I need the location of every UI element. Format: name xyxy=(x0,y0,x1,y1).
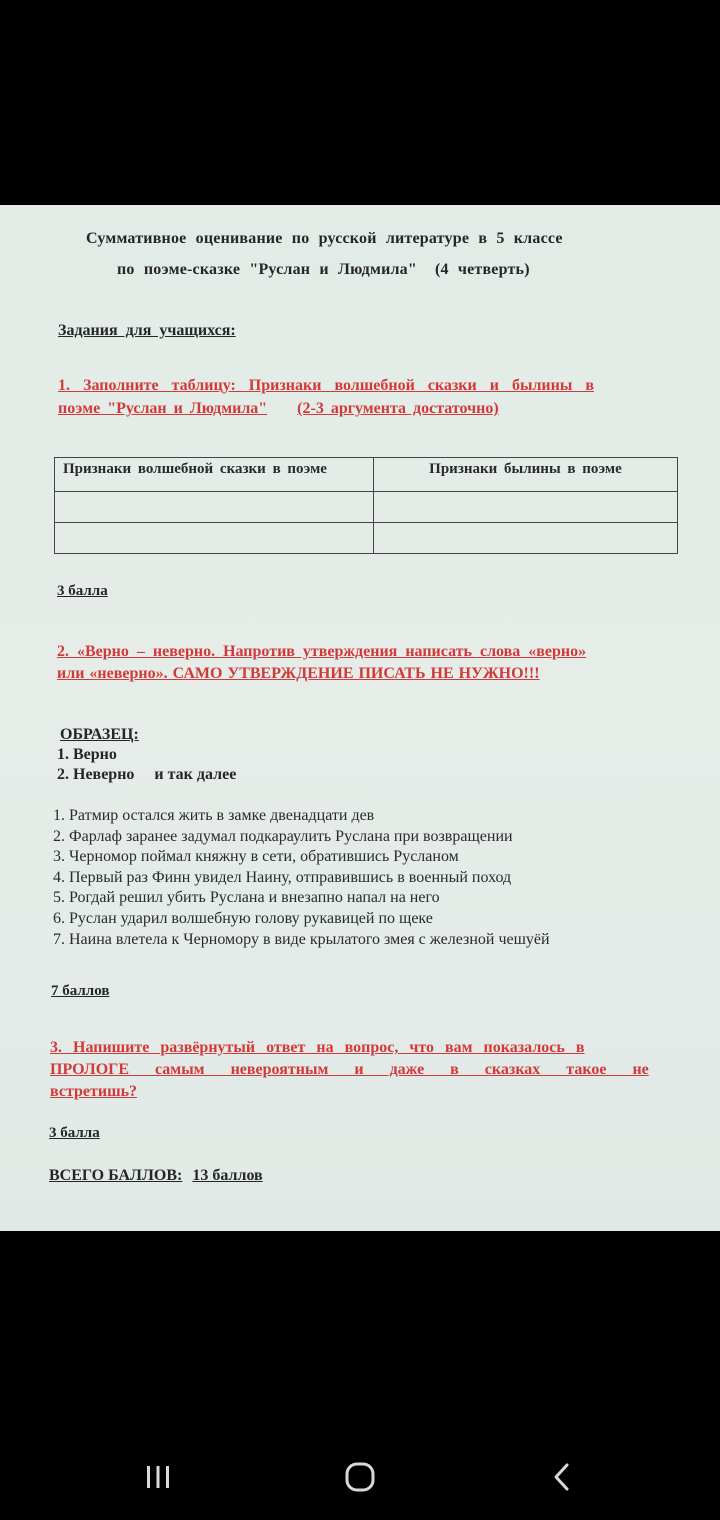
task1-poem-name: поэме "Руслан и Людмила" xyxy=(58,400,268,417)
list-item: 7. Наина влетела к Черномору в виде крылатого змея с железной чешуёй xyxy=(53,930,550,948)
table-cell xyxy=(374,523,678,554)
title-quarter: (4 четверть) xyxy=(434,261,530,278)
table-header-row xyxy=(55,458,678,492)
home-button[interactable] xyxy=(340,1458,380,1498)
document-photo xyxy=(0,205,720,1231)
title-subject: по поэме-сказке "Руслан и Людмила" xyxy=(117,261,417,278)
task3-text-line-3: встретишь? xyxy=(50,1083,138,1100)
task1-note: (2-3 аргумента достаточно) xyxy=(297,400,499,417)
recent-apps-icon xyxy=(138,1458,178,1498)
sample-etc: и так далее xyxy=(154,766,237,783)
total-label: ВСЕГО БАЛЛОВ: xyxy=(49,1167,183,1184)
task2-text-line-2: или «неверно». САМО УТВЕРЖДЕНИЕ ПИСАТЬ НЕ НУЖНО!!! xyxy=(57,665,540,682)
table-cell xyxy=(374,492,678,523)
total-value: 13 баллов xyxy=(192,1167,263,1184)
home-icon xyxy=(340,1458,380,1498)
table-header-fairy-tale: Признаки волшебной сказки в поэме xyxy=(55,458,374,492)
task3-text-line-1: 3. Напишите развёрнутый ответ на вопрос, что вам показалось в xyxy=(50,1039,585,1056)
document-title-line-2 xyxy=(117,261,530,279)
table-cell xyxy=(55,523,374,554)
task1-points: 3 балла xyxy=(57,583,108,599)
sample-line-2 xyxy=(57,766,236,784)
top-black-area xyxy=(0,0,720,205)
table-row xyxy=(55,492,678,523)
document-title-line-1: Суммативное оценивание по русской литературе в 5 классе xyxy=(86,230,563,247)
list-item: 4. Первый раз Финн увидел Наину, отправившись в военный поход xyxy=(53,868,512,886)
task2-text-line-1: 2. «Верно – неверно. Напротив утверждения написать слова «верно» xyxy=(57,643,587,660)
sample-heading: ОБРАЗЕЦ: xyxy=(60,726,139,743)
table-row xyxy=(55,523,678,554)
back-icon xyxy=(542,1458,582,1498)
task2-points: 7 баллов xyxy=(51,983,110,999)
task1-text-line-2 xyxy=(58,400,499,418)
task3-text-line-2: ПРОЛОГЕ самым невероятным и даже в сказках такое не xyxy=(50,1061,649,1078)
list-item: 3. Черномор поймал княжну в сети, обратившись Русланом xyxy=(53,848,459,866)
task1-table xyxy=(54,457,678,554)
statement-list xyxy=(53,806,550,950)
list-item: 2. Фарлаф заранее задумал подкараулить Руслана при возвращении xyxy=(53,827,513,845)
system-navigation-bar xyxy=(0,1420,720,1520)
back-button[interactable] xyxy=(542,1458,582,1498)
sample-line-1: 1. Верно xyxy=(57,746,117,763)
list-item: 1. Ратмир остался жить в замке двенадцати дев xyxy=(53,807,375,824)
list-item: 5. Рогдай решил убить Руслана и внезапно напал на него xyxy=(53,889,440,907)
sample-answer: 2. Неверно xyxy=(57,766,135,783)
task1-text-line-1: 1. Заполните таблицу: Признаки волшебной сказки и былины в xyxy=(58,377,594,394)
list-item: 6. Руслан ударил волшебную голову рукавицей по щеке xyxy=(53,909,433,927)
total-points xyxy=(49,1167,263,1185)
task3-points: 3 балла xyxy=(49,1125,100,1141)
section-heading: Задания для учащихся: xyxy=(58,322,236,339)
table-cell xyxy=(55,492,374,523)
recent-apps-button[interactable] xyxy=(138,1458,178,1498)
table-header-bylina: Признаки былины в поэме xyxy=(374,458,678,492)
